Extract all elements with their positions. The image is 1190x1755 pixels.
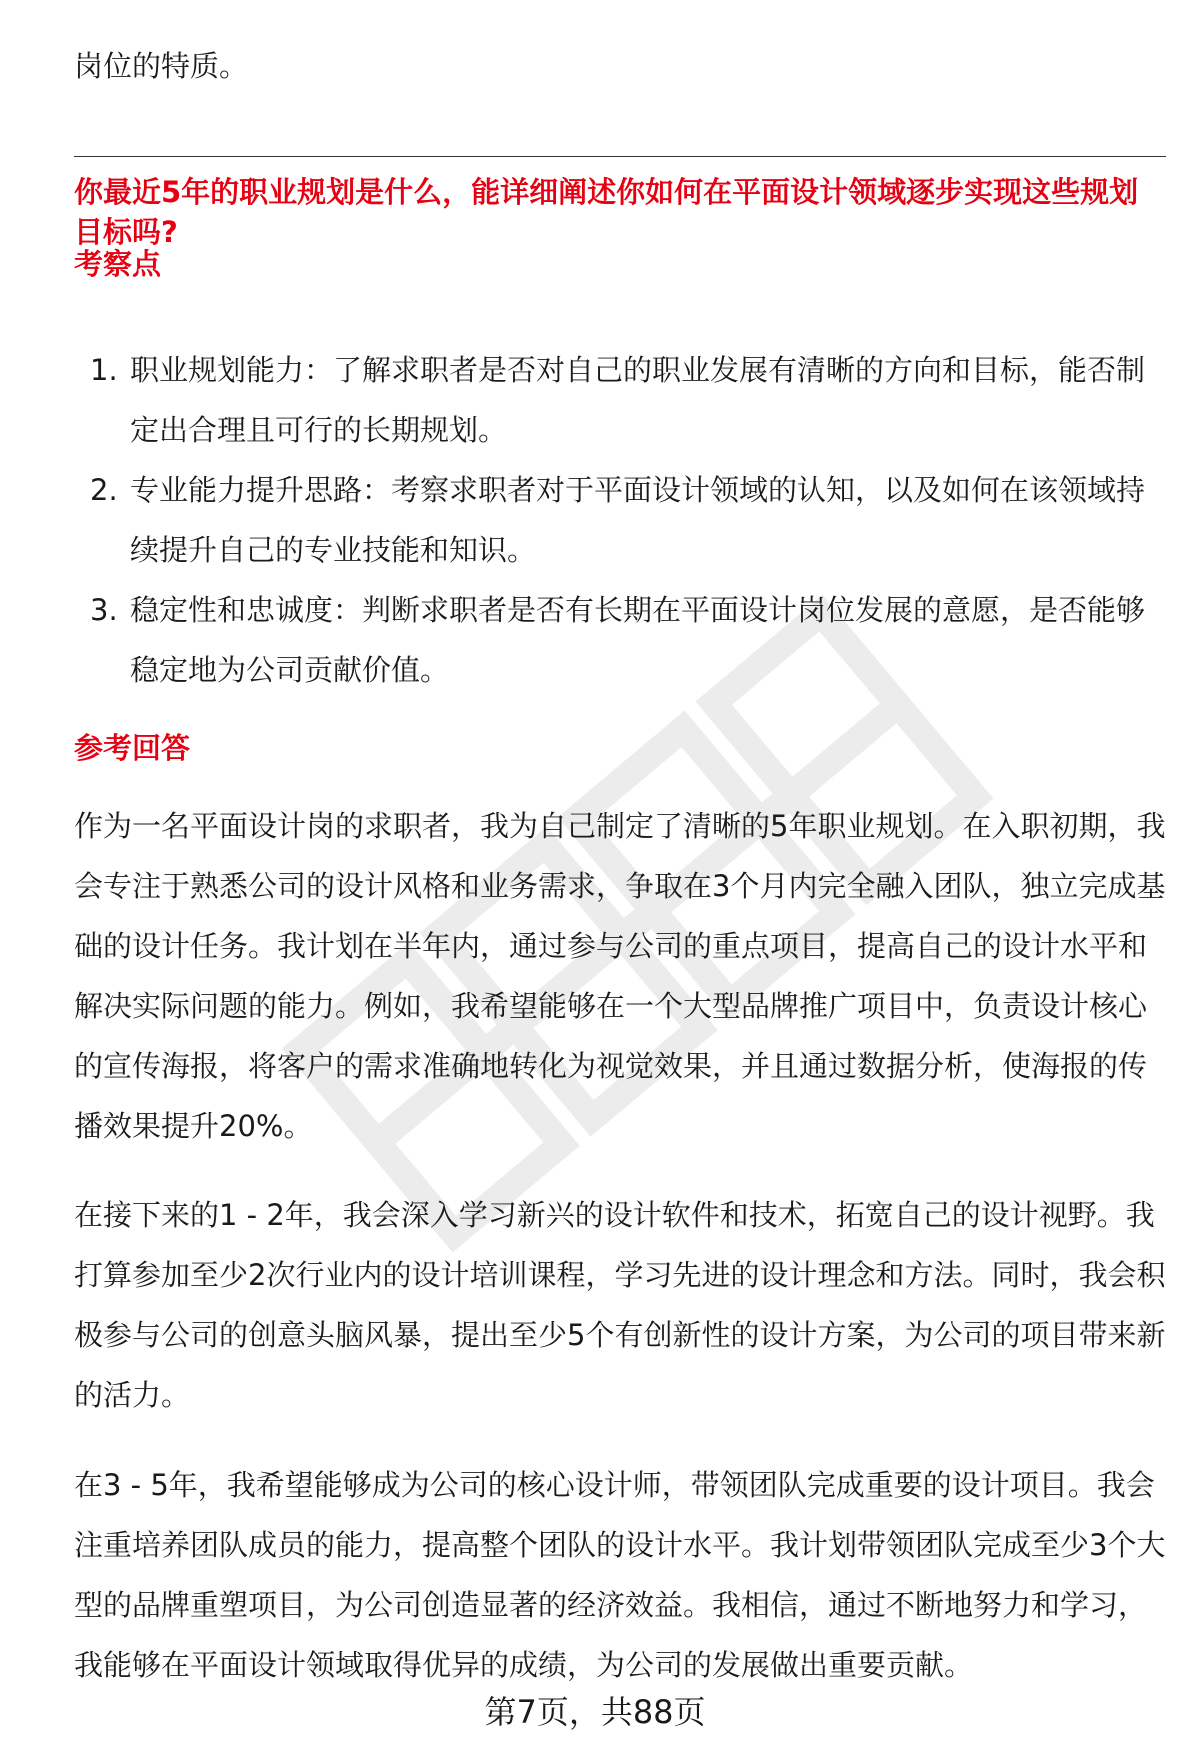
assessment-heading: 考察点 bbox=[74, 247, 162, 281]
answer-heading: 参考回答 bbox=[74, 731, 191, 765]
answer-paragraph: 在3 - 5年，我希望能够成为公司的核心设计师，带领团队完成重要的设计项目。我会注重培养团队成员的能力，提高整个团队的设计水平。我计划带领团队完成至少3个大型的品牌重塑项目，为公司创造显著的经济效益。我相信，通过不断地努力和学习，我能够在平面设计领域取得优异的成绩，为公司的发展做出重要贡献。 bbox=[74, 1468, 1166, 1682]
list-item-text: 专业能力提升思路：考察求职者对于平面设计领域的认知，以及如何在该领域持续提升自己的专业技能和知识。 bbox=[130, 473, 1146, 567]
answer-paragraph: 在接下来的1 - 2年，我会深入学习新兴的设计软件和技术，拓宽自己的设计视野。我打算参加至少2次行业内的设计培训课程，学习先进的设计理念和方法。同时，我会积极参与公司的创意头脑风暴，提出至少5个有创新性的设计方案，为公司的项目带来新的活力。 bbox=[74, 1198, 1166, 1412]
answer-paragraph: 作为一名平面设计岗的求职者，我为自己制定了清晰的5年职业规划。在入职初期，我会专注于熟悉公司的设计风格和业务需求，争取在3个月内完全融入团队，独立完成基础的设计任务。我计划在半年内，通过参与公司的重点项目，提高自己的设计水平和解决实际问题的能力。例如，我希望能够在一个大型品牌推广项目中，负责设计核心的宣传海报，将客户的需求准确地转化为视觉效果，并且通过数据分析，使海报的传播效果提升20%。 bbox=[74, 809, 1166, 1143]
list-item-text: 职业规划能力：了解求职者是否对自己的职业发展有清晰的方向和目标，能否制定出合理且可行的长期规划。 bbox=[130, 353, 1146, 447]
carryover-text: 岗位的特质。 bbox=[74, 49, 249, 83]
question-title: 你最近5年的职业规划是什么，能详细阐述你如何在平面设计领域逐步实现这些规划目标吗? bbox=[74, 175, 1139, 249]
list-item-number: 2. bbox=[90, 473, 118, 507]
list-item bbox=[74, 340, 1166, 460]
list-item-text: 稳定性和忠诚度：判断求职者是否有长期在平面设计岗位发展的意愿，是否能够稳定地为公司贡献价值。 bbox=[130, 593, 1146, 687]
assessment-list bbox=[74, 340, 1166, 700]
list-item-number: 1. bbox=[90, 353, 118, 387]
list-item bbox=[74, 580, 1166, 700]
page-number: 第7页，共88页 bbox=[484, 1693, 706, 1731]
section-divider bbox=[74, 156, 1166, 157]
list-item bbox=[74, 460, 1166, 580]
list-item-number: 3. bbox=[90, 593, 118, 627]
